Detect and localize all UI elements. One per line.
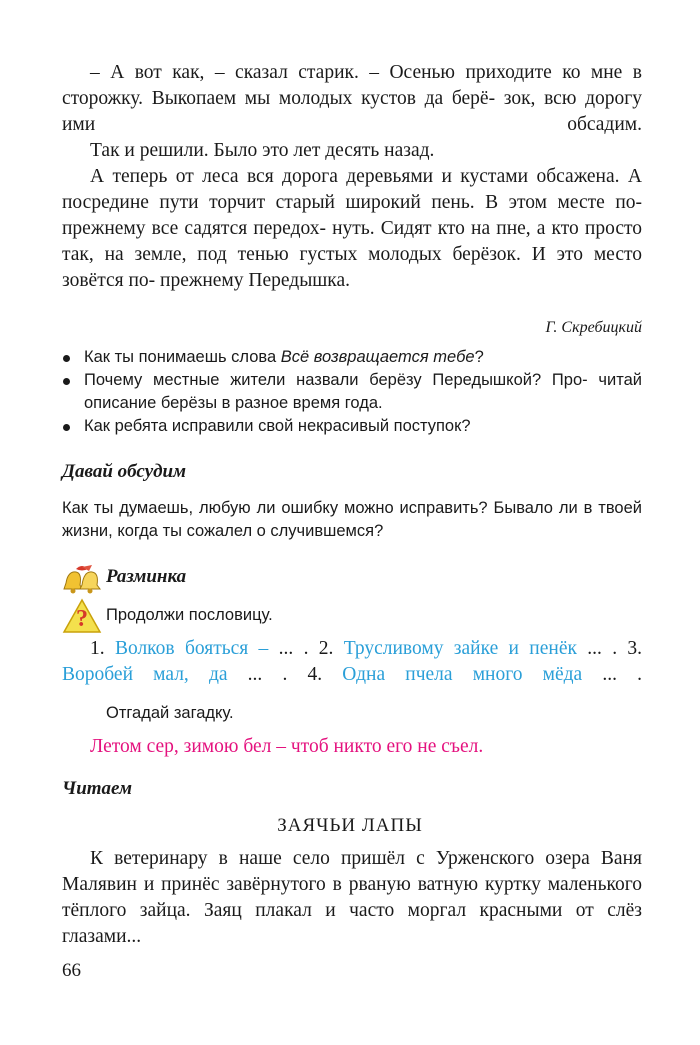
proverbs: 1. Волков бояться – ... . 2. Трусливому зайке и пенёк ... . 3. Воробей мал, да ... . 4. Одна пчела много мёда ... .	[62, 638, 643, 685]
question-item-1: Как ты понимаешь слова Всё возвращается тебе?	[62, 346, 642, 369]
reading-text: К ветеринару в наше село пришёл с Урженского озера Ваня Малявин и принёс завёрнутого в рваную ватную куртку маленького тёплого зайца. Заяц плакал и часто моргал красными от слёз глазами...	[62, 848, 642, 947]
story-title: ЗАЯЧЬИ ЛАПЫ	[277, 815, 423, 836]
riddle-text: Летом сер, зимою бел – чтоб никто его не съел.	[90, 736, 484, 757]
bullet-icon	[63, 424, 70, 431]
riddle-instruction: Отгадай загадку.	[106, 704, 234, 722]
story-paragraph-1: – А вот как, – сказал старик. – Осенью приходите ко мне в сторожку. Выкопаем мы молодых кустов да берё- зок, всю дорогу ими обсадим.	[62, 62, 642, 135]
svg-text:?: ?	[76, 606, 88, 632]
story-paragraph-3: А теперь от леса вся дорога деревьями и кустами обсажена. А посредине пути торчит старый широкий пень. В этом месте по-прежнему все садятся передох- нуть. Сидят кто на пне, а кто просто так, на земле, под тенью густых молодых берёзок. И это место зовётся по- прежнему Передышка.	[62, 166, 642, 291]
question-item-3: Как ребята исправили свой некрасивый поступок?	[62, 415, 642, 438]
proverb-4: Одна пчела много мёда	[342, 664, 583, 685]
discuss-heading: Давай обсудим	[62, 461, 187, 482]
question-item-2: Почему местные жители назвали берёзу Передышкой? Про- читай описание берёзы в разное время года.	[62, 369, 642, 415]
proverb-2: Трусливому зайке и пенёк	[343, 638, 577, 659]
bullet-icon	[63, 378, 70, 385]
warmup-instruction: Продолжи пословицу.	[106, 606, 273, 624]
story-paragraph-2: Так и решили. Было это лет десять назад.	[90, 140, 435, 161]
bells-icon	[62, 563, 104, 597]
proverb-1: Волков бояться –	[114, 638, 269, 659]
question-triangle-icon	[62, 598, 102, 634]
bullet-icon	[63, 355, 70, 362]
warmup-heading: Разминка	[106, 566, 187, 587]
story-author: Г. Скребицкий	[545, 319, 642, 336]
question-list	[62, 346, 642, 438]
discuss-text: Как ты думаешь, любую ли ошибку можно исправить? Бывало ли в твоей жизни, когда ты сожалел о случившемся?	[62, 499, 642, 540]
reading-heading: Читаем	[62, 778, 133, 799]
page-number: 66	[62, 960, 81, 981]
proverb-3: Воробей мал, да	[62, 664, 228, 685]
